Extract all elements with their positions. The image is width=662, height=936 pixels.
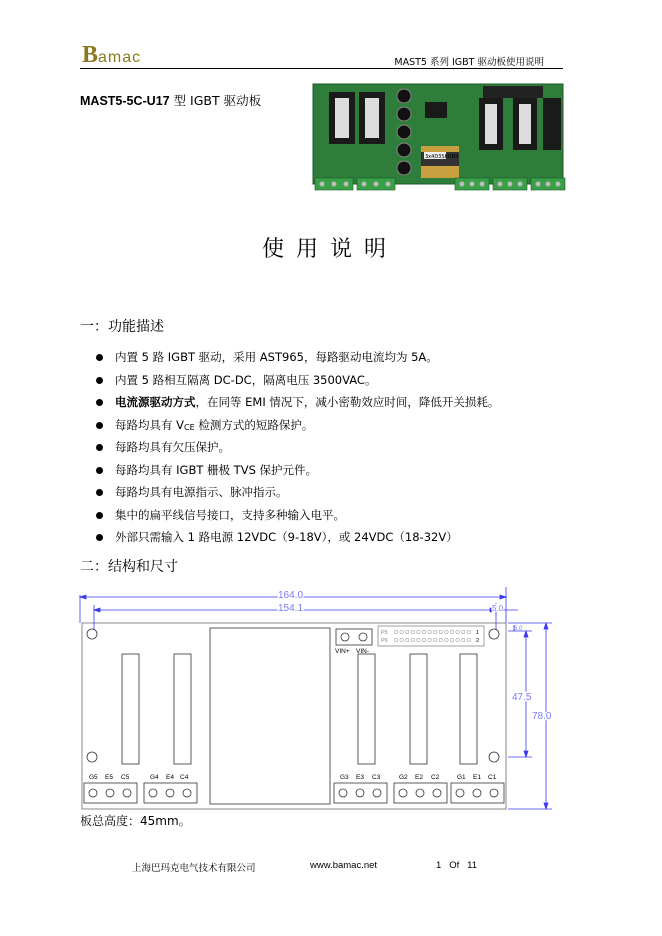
list-item: 每路均具有 $V_{CE}$ 检测方式的短路保护。	[96, 414, 499, 437]
header-pin2-label: 2	[476, 638, 480, 644]
document-title: 使用说明	[261, 237, 398, 262]
terminal-label-g2: G2	[399, 774, 408, 781]
logo-letter: B	[82, 42, 99, 68]
product-model: MAST5-5C-U17	[80, 94, 170, 108]
board-height-note: 板总高度：45mm。	[80, 814, 191, 828]
list-item: 内置 5 路相互隔离 DC-DC，隔离电压 3500VAC。	[96, 369, 499, 392]
footer-page-number	[436, 860, 477, 871]
dimension-drawing	[78, 585, 562, 815]
list-item: 内置 5 路 IGBT 驱动，采用 AST965，每路驱动电流均为 5A。	[96, 346, 499, 369]
terminal-label-e3: E3	[356, 774, 364, 781]
terminal-label-e5: E5	[105, 774, 113, 781]
bullet-icon	[96, 444, 103, 451]
terminal-label-c1: C1	[488, 774, 497, 781]
highlight-text: 电流源驱动方式	[115, 395, 196, 409]
dim-small: 5.0	[514, 626, 523, 632]
photo-label: 3x4D3SKUN3	[425, 154, 459, 160]
dim-total-width: 164.0	[278, 590, 304, 601]
bullet-icon	[96, 512, 103, 519]
header-pin1-label: 1	[476, 630, 480, 636]
footer-company: 上海巴玛克电气技术有限公司	[132, 863, 256, 874]
logo-text: amac	[98, 49, 142, 66]
list-item: 每路均具有欠压保护。	[96, 436, 499, 459]
section-heading-structure: 二：结构和尺寸	[80, 559, 178, 575]
dim-offset: 5.0	[492, 604, 504, 613]
list-item: 每路均具有电源指示、脉冲指示。	[96, 481, 499, 504]
header-label-bottom: P6	[381, 638, 388, 644]
page-of: Of	[449, 860, 460, 871]
list-item: 外部只需输入 1 路电源 12VDC（9-18V），或 24VDC（18-32V）	[96, 526, 499, 549]
terminal-label-g4: G4	[150, 774, 159, 781]
header-label-top: P5	[381, 630, 388, 636]
bullet-icon	[96, 467, 103, 474]
section-heading-features: 一：功能描述	[80, 319, 164, 335]
terminal-label-g5: G5	[89, 774, 98, 781]
terminal-label-c3: C3	[372, 774, 381, 781]
subscript: CE	[184, 422, 195, 432]
vin-plus-label: VIN+	[335, 648, 350, 655]
dim-total-height: 78.0	[532, 711, 552, 722]
dim-hole-width: 154.1	[278, 603, 304, 614]
product-model-suffix: 型 IGBT 驱动板	[169, 93, 262, 108]
bullet-icon	[96, 399, 103, 406]
product-model-line	[80, 91, 261, 109]
terminal-label-e4: E4	[166, 774, 174, 781]
terminal-label-e2: E2	[415, 774, 423, 781]
terminal-label-e1: E1	[473, 774, 481, 781]
header-title: MAST5 系列 IGBT 驱动板使用说明	[394, 57, 544, 68]
page-current: 1	[436, 860, 442, 871]
footer-url-link[interactable]: www.bamac.net	[310, 860, 378, 871]
vin-minus-label: VIN-	[356, 648, 369, 655]
list-item: 每路均具有 IGBT 栅极 TVS 保护元件。	[96, 459, 499, 482]
bullet-icon	[96, 354, 103, 361]
list-item: 集中的扁平线信号接口，支持多种输入电平。	[96, 504, 499, 527]
board-photo	[307, 80, 569, 196]
terminal-label-c5: C5	[121, 774, 130, 781]
terminal-label-g3: G3	[340, 774, 349, 781]
bullet-icon	[96, 489, 103, 496]
bullet-icon	[96, 422, 103, 429]
page-total: 11	[467, 860, 478, 871]
bullet-icon	[96, 377, 103, 384]
list-item: 电流源驱动方式，在同等 EMI 情况下，减小密勒效应时间，降低开关损耗。	[96, 391, 499, 414]
terminal-label-c4: C4	[180, 774, 189, 781]
terminal-label-c2: C2	[431, 774, 440, 781]
bullet-icon	[96, 534, 103, 541]
bamac-logo	[82, 44, 141, 66]
terminal-label-g1: G1	[457, 774, 466, 781]
dim-hole-height: 47.5	[512, 692, 532, 703]
feature-list	[96, 346, 499, 549]
header-rule	[80, 68, 563, 69]
